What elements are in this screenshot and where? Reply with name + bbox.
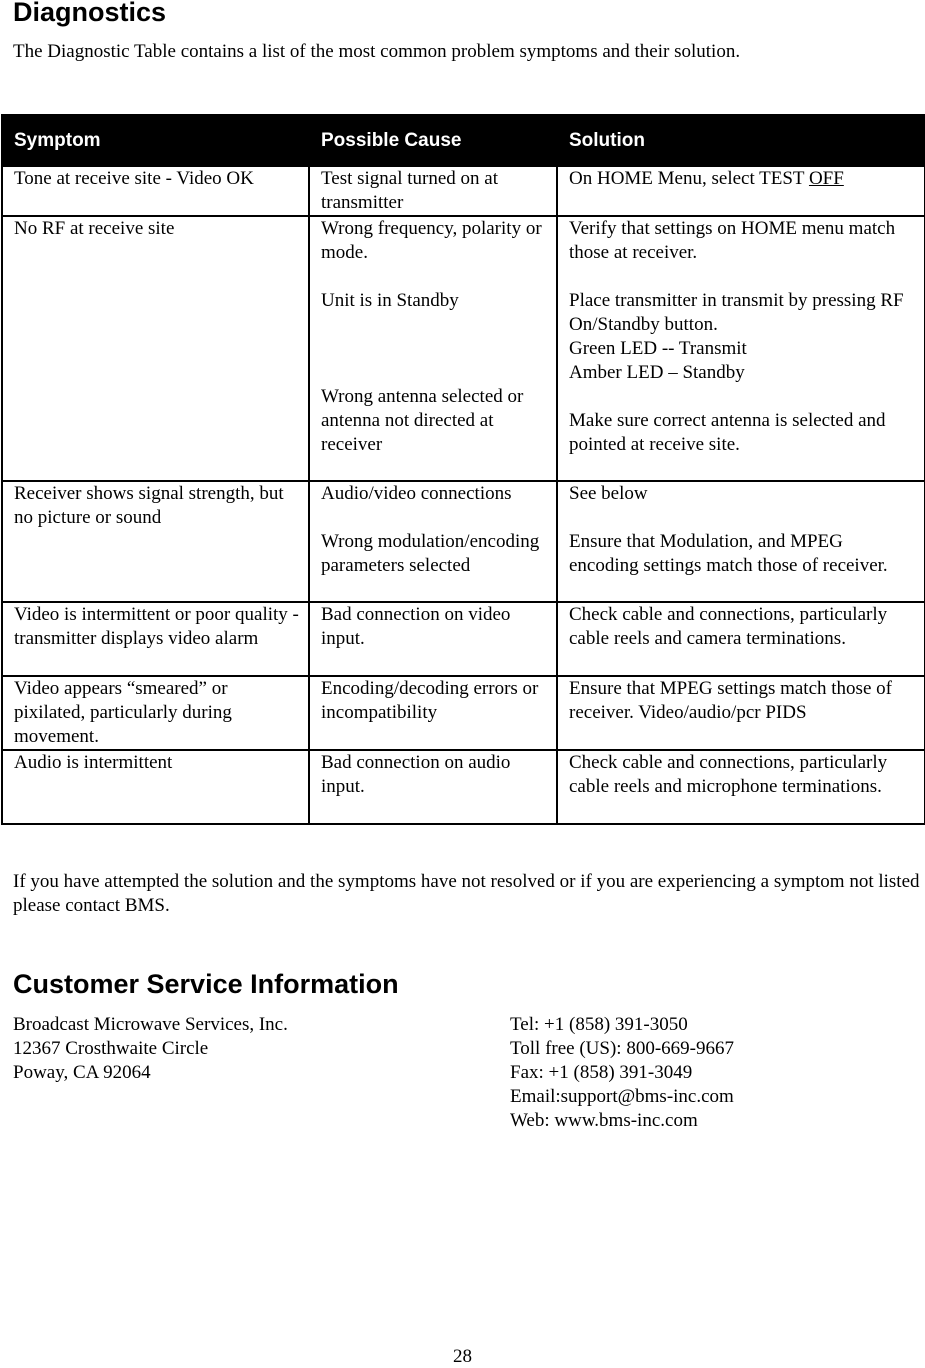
- solution-prefix: On HOME Menu, select TEST: [569, 168, 809, 189]
- solution-cell: [557, 750, 925, 824]
- street-address: 12367 Crosthwaite Circle: [13, 1038, 209, 1059]
- cause-cell: [309, 166, 557, 216]
- symptom-cell: [2, 676, 309, 750]
- symptom-text: Video is intermittent or poor quality - transmitter displays video alarm: [14, 604, 299, 649]
- symptom-text: Audio is intermittent: [14, 752, 173, 773]
- email-address: Email:support@bms-inc.com: [510, 1086, 734, 1107]
- solution-text: Make sure correct antenna is selected and pointed at receive site.: [569, 410, 886, 455]
- solution-cell: [557, 481, 925, 602]
- cause-text: Encoding/decoding errors or incompatibility: [321, 678, 539, 723]
- symptom-cell: [2, 602, 309, 676]
- symptom-cell: [2, 750, 309, 824]
- cause-cell: [309, 676, 557, 750]
- toll-free-number: Toll free (US): 800-669-9667: [510, 1038, 734, 1059]
- phone-number: Tel: +1 (858) 391-3050: [510, 1014, 688, 1035]
- solution-text: Ensure that MPEG settings match those of receiver. Video/audio/pcr PIDS: [569, 678, 892, 723]
- cause-text: Bad connection on audio input.: [321, 752, 511, 797]
- contact-instruction: If you have attempted the solution and the symptoms have not resolved or if you are experiencing a symptom not listed please contact BMS.: [13, 871, 920, 916]
- table-row: [2, 166, 925, 216]
- company-name: Broadcast Microwave Services, Inc.: [13, 1014, 288, 1035]
- solution-cell: [557, 602, 925, 676]
- table-header-row: [2, 115, 925, 166]
- fax-number: Fax: +1 (858) 391-3049: [510, 1062, 693, 1083]
- solution-text: Amber LED – Standby: [569, 362, 745, 383]
- cause-text: Wrong antenna selected or antenna not directed at receiver: [321, 386, 524, 455]
- column-header-cause: Possible Cause: [309, 115, 557, 166]
- solution-text: Check cable and connections, particularly cable reels and camera terminations.: [569, 604, 888, 649]
- symptom-text: No RF at receive site: [14, 218, 175, 239]
- diagnostics-heading: Diagnostics: [13, 0, 167, 27]
- diagnostic-table: [1, 114, 925, 825]
- cause-text: Audio/video connections: [321, 483, 512, 504]
- cause-cell: [309, 481, 557, 602]
- solution-text: Check cable and connections, particularly cable reels and microphone terminations.: [569, 752, 888, 797]
- symptom-text: Receiver shows signal strength, but no picture or sound: [14, 483, 284, 528]
- table-row: [2, 602, 925, 676]
- cause-cell: [309, 216, 557, 481]
- symptom-cell: [2, 481, 309, 602]
- table-row: [2, 750, 925, 824]
- symptom-cell: [2, 166, 309, 216]
- solution-cell: [557, 166, 925, 216]
- cause-text: Test signal turned on at transmitter: [321, 168, 499, 213]
- solution-text: Ensure that Modulation, and MPEG encoding settings match those of receiver.: [569, 531, 888, 576]
- city-state-zip: Poway, CA 92064: [13, 1062, 151, 1083]
- column-header-symptom: Symptom: [2, 115, 309, 166]
- website: Web: www.bms-inc.com: [510, 1110, 698, 1131]
- solution-text: Green LED -- Transmit: [569, 338, 747, 359]
- symptom-cell: [2, 216, 309, 481]
- table-row: [2, 676, 925, 750]
- solution-cell: [557, 676, 925, 750]
- column-header-solution: Solution: [557, 115, 925, 166]
- cause-text: Wrong modulation/encoding parameters selected: [321, 531, 540, 576]
- contact-details: [510, 1013, 734, 1133]
- solution-cell: [557, 216, 925, 481]
- diagnostics-intro: The Diagnostic Table contains a list of the most common problem symptoms and their solution.: [13, 41, 741, 62]
- solution-text: See below: [569, 483, 648, 504]
- solution-text: [569, 167, 916, 191]
- symptom-text: Tone at receive site - Video OK: [14, 168, 254, 189]
- table-row: [2, 481, 925, 602]
- cause-text: Bad connection on video input.: [321, 604, 511, 649]
- test-off-value: OFF: [808, 168, 844, 189]
- page-number: 28: [453, 1346, 472, 1367]
- customer-service-heading: Customer Service Information: [13, 969, 399, 999]
- solution-text: Place transmitter in transmit by pressing RF On/Standby button.: [569, 290, 904, 335]
- cause-cell: [309, 750, 557, 824]
- cause-text: Wrong frequency, polarity or mode.: [321, 218, 542, 263]
- table-row: [2, 216, 925, 481]
- symptom-text: Video appears “smeared” or pixilated, particularly during movement.: [14, 678, 232, 747]
- solution-text: Verify that settings on HOME menu match those at receiver.: [569, 218, 896, 263]
- cause-text: Unit is in Standby: [321, 290, 459, 311]
- cause-cell: [309, 602, 557, 676]
- company-address: [13, 1013, 288, 1085]
